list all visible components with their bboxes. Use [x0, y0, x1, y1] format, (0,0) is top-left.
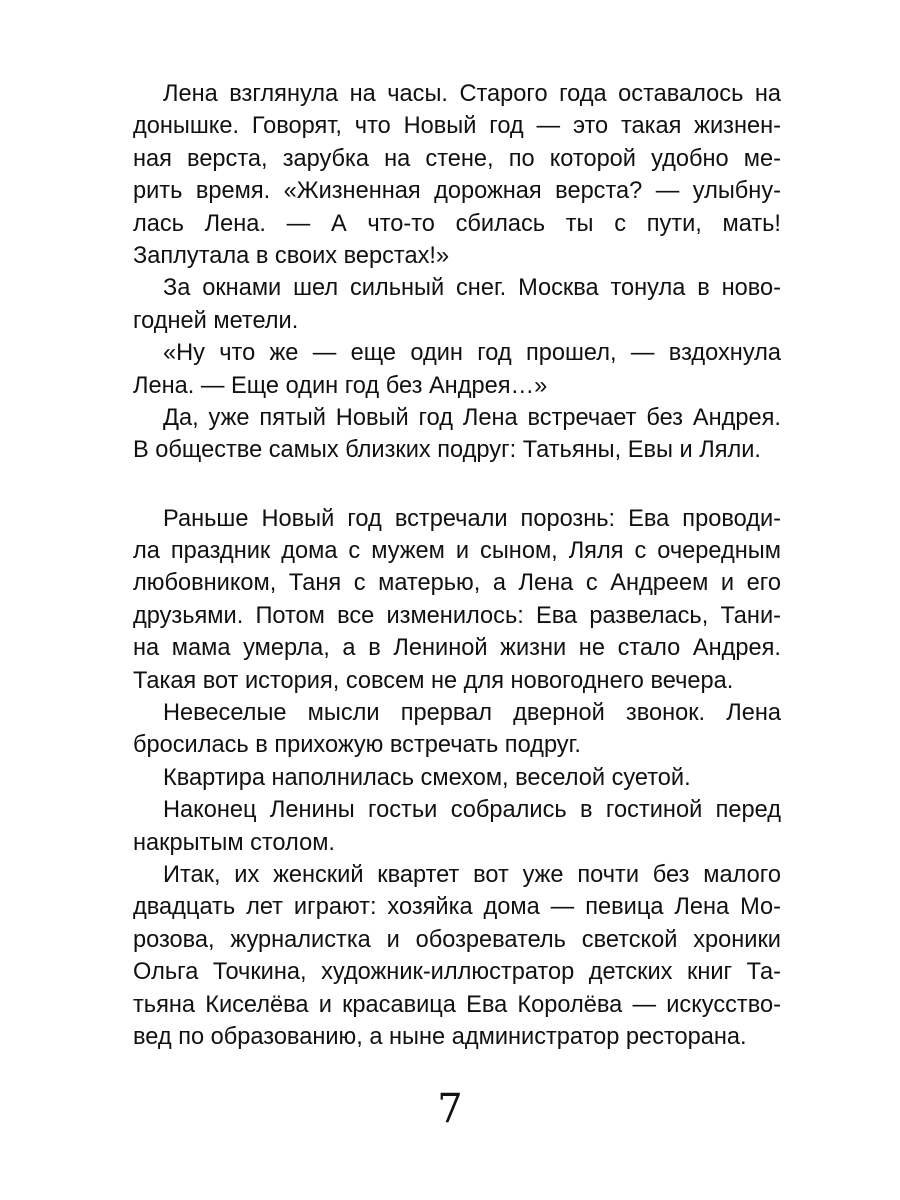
text-line: лась Лена. — А что-то сбилась ты с пути, мать!	[133, 210, 781, 237]
text-line: любовником, Таня с матерью, а Лена с Андреем и его	[133, 570, 781, 597]
text-line: Наконец Ленины гостьи собрались в гостиной перед	[163, 797, 781, 824]
text-line: ла праздник дома с мужем и сыном, Ляля с очередным	[133, 538, 781, 565]
text-line: годней метели.	[133, 307, 299, 334]
text-line: Заплутала в своих верстах!»	[133, 242, 450, 269]
text-line: вед по образованию, а ныне администратор ресторана.	[133, 1023, 747, 1050]
text-line: «Ну что же — еще один год прошел, — вздохнула	[163, 340, 781, 367]
text-line: За окнами шел сильный снег. Москва тонула в ново-	[163, 275, 781, 302]
text-line: тьяна Киселёва и красавица Ева Королёва — искусство-	[133, 991, 781, 1018]
text-line: Лена. — Еще один год без Андрея…»	[133, 372, 548, 399]
text-line: Лена взглянула на часы. Старого года оставалось на	[163, 81, 781, 107]
text-line: В обществе самых близких подруг: Татьяны, Евы и Ляли.	[133, 437, 761, 464]
text-line: друзьями. Потом все изменилось: Ева развелась, Тани-	[133, 602, 781, 629]
text-line: бросилась в прихожую встречать подруг.	[133, 732, 581, 759]
text-line: на мама умерла, а в Лениной жизни не стало Андрея.	[133, 635, 781, 662]
body-text	[133, 78, 781, 1053]
page-number: 7	[437, 1086, 463, 1132]
text-line: Такая вот история, совсем не для новогоднего вечера.	[133, 667, 734, 694]
section-break	[133, 467, 781, 503]
text-line: двадцать лет играют: хозяйка дома — певица Лена Мо-	[133, 894, 781, 921]
text-line: Итак, их женский квартет вот уже почти без малого	[163, 861, 781, 888]
text-line: Раньше Новый год встречали порознь: Ева проводи-	[163, 505, 781, 532]
text-line: Ольга Точкина, художник-иллюстратор детских книг Та-	[133, 959, 781, 986]
text-line: ная верста, зарубка на стене, по которой удобно ме-	[133, 145, 781, 172]
text-line: розова, журналистка и обозреватель светской хроники	[133, 926, 781, 953]
text-line: Невеселые мысли прервал дверной звонок. Лена	[163, 700, 781, 727]
text-line: рить время. «Жизненная дорожная верста? — улыбну-	[133, 178, 781, 205]
text-line: Квартира наполнилась смехом, веселой суетой.	[163, 764, 691, 791]
text-line: донышке. Говорят, что Новый год — это такая жизнен-	[133, 113, 781, 140]
text-line: накрытым столом.	[133, 829, 335, 856]
text-line: Да, уже пятый Новый год Лена встречает без Андрея.	[163, 404, 781, 431]
